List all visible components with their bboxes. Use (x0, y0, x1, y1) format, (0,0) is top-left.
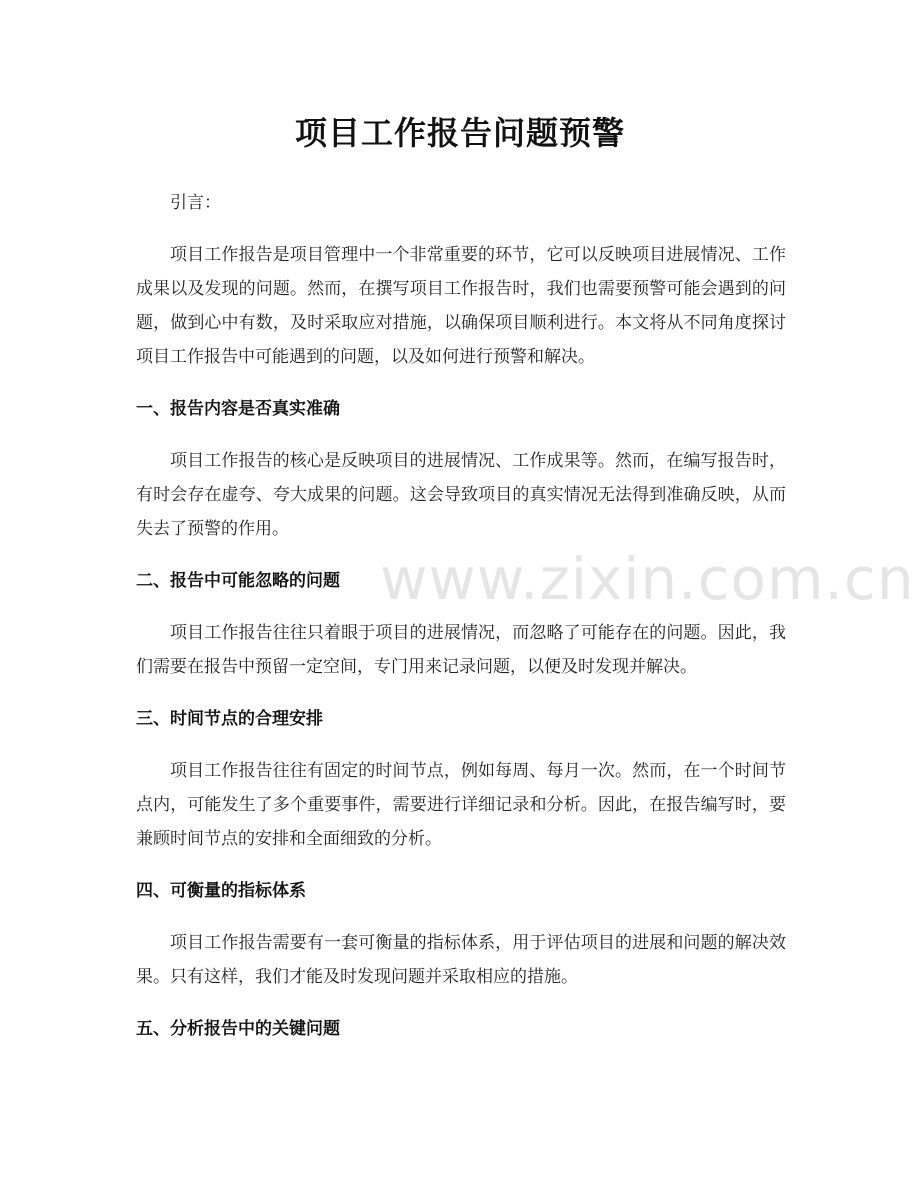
section-3 (136, 702, 786, 856)
section-heading: 二、报告中可能忽略的问题 (136, 571, 340, 591)
section-paragraph: 项目工作报告往往只着眼于项目的进展情况，而忽略了可能存在的问题。因此，我们需要在报告中预留一定空间，专门用来记录问题，以便及时发现并解决。 (136, 623, 786, 677)
section-heading: 一、报告内容是否真实准确 (136, 399, 340, 419)
section-4 (136, 874, 786, 994)
section-1 (136, 392, 786, 546)
section-heading: 四、可衡量的指标体系 (136, 881, 306, 901)
section-heading: 五、分析报告中的关键问题 (136, 1019, 340, 1039)
page-title: 项目工作报告问题预警 (294, 114, 625, 152)
section-paragraph: 项目工作报告的核心是反映项目的进展情况、工作成果等。然而，在编写报告时，有时会存在虚夸、夸大成果的问题。这会导致项目的真实情况无法得到准确反映，从而失去了预警的作用。 (136, 451, 786, 539)
section-5 (136, 1012, 786, 1046)
watermark: www.zixin.com.cn (380, 545, 915, 613)
section-heading: 三、时间节点的合理安排 (136, 709, 323, 729)
section-paragraph: 项目工作报告往往有固定的时间节点，例如每周、每月一次。然而，在一个时间节点内，可能发生了多个重要事件，需要进行详细记录和分析。因此，在报告编写时，要兼顾时间节点的安排和全面细致的分析。 (136, 761, 786, 849)
section-paragraph: 项目工作报告需要有一套可衡量的指标体系，用于评估项目的进展和问题的解决效果。只有这样，我们才能及时发现问题并采取相应的措施。 (136, 933, 786, 987)
section-2 (136, 564, 786, 684)
document-body (136, 186, 786, 1064)
intro-paragraph: 项目工作报告是项目管理中一个非常重要的环节，它可以反映项目进展情况、工作成果以及发现的问题。然而，在撰写项目工作报告时，我们也需要预警可能会遇到的问题，做到心中有数，及时采取应对措施，以确保项目顺利进行。本文将从不同角度探讨项目工作报告中可能遇到的问题，以及如何进行预警和解决。 (136, 245, 786, 367)
intro-label: 引言： (170, 193, 221, 213)
